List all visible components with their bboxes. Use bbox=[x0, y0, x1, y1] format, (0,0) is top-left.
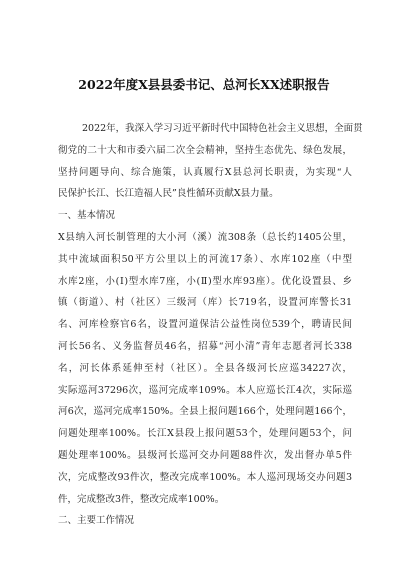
section-1-paragraph-line: 实际巡河37296次，巡河完成率109%。本人应巡长江4次，实际巡 bbox=[58, 384, 352, 396]
section-1-heading: 一、基本情况 bbox=[58, 210, 116, 222]
section-1-paragraph-line: X县纳入河长制管理的大小河（溪）流308条（总长约1405公里， bbox=[58, 231, 352, 243]
intro-paragraph-line: 坚持问题导向、综合施策，认真履行X县总河长职责，为实现“人 bbox=[58, 166, 352, 178]
section-1-paragraph-line: 次，完成整改93件次，整改完成率100%。本人巡河现场交办问题3 bbox=[58, 471, 352, 483]
section-1-paragraph-line: 件，完成整改3件，整改完成率100%。 bbox=[58, 493, 225, 505]
section-1-paragraph-line: 水库2座，小(Ⅰ)型水库7座，小(Ⅱ)型水库93座）。优化设置县、乡 bbox=[58, 275, 352, 287]
section-1-paragraph-line: 河长56名、义务监督员46名，招募“河小清”青年志愿者河长338 bbox=[58, 340, 352, 352]
document-title: 2022年度X县县委书记、总河长XX述职报告 bbox=[78, 77, 330, 92]
section-1-paragraph-line: 河6次，巡河完成率150%。全县上报问题166个，处理问题166个， bbox=[58, 406, 352, 418]
intro-paragraph-line: 2022年，我深入学习习近平新时代中国特色社会主义思想，全面贯 bbox=[82, 123, 363, 134]
section-1-paragraph-line: 名，河长体系延伸至村（社区）。全县各级河长应巡34227次， bbox=[58, 362, 352, 374]
document-body bbox=[58, 118, 363, 532]
section-1-paragraph-line: 镇（街道）、村（社区）三级河（库）长719名，设置河库警长31 bbox=[58, 297, 352, 309]
section-1-paragraph-line: 其中流域面积50平方公里以上的河流17条）、水库102座（中型 bbox=[58, 253, 352, 265]
section-1-paragraph-line: 问题处理率100%。长江X县段上报问题53个，处理问题53个，问 bbox=[58, 428, 352, 440]
section-1-paragraph-line: 名、河库检察官6名，设置河道保洁公益性岗位539个，聘请民间 bbox=[58, 319, 352, 331]
section-2-heading: 二、主要工作情况 bbox=[58, 515, 135, 527]
intro-paragraph-line: 彻党的二十大和市委六届二次全会精神，坚持生态优先、绿色发展， bbox=[58, 144, 352, 156]
intro-paragraph-line: 民保护长江、长江造福人民”良性循环贡献X县力量。 bbox=[58, 188, 279, 200]
section-1-paragraph-line: 题处理率100%。县级河长巡河交办问题88件次，发出督办单5件 bbox=[58, 449, 352, 461]
